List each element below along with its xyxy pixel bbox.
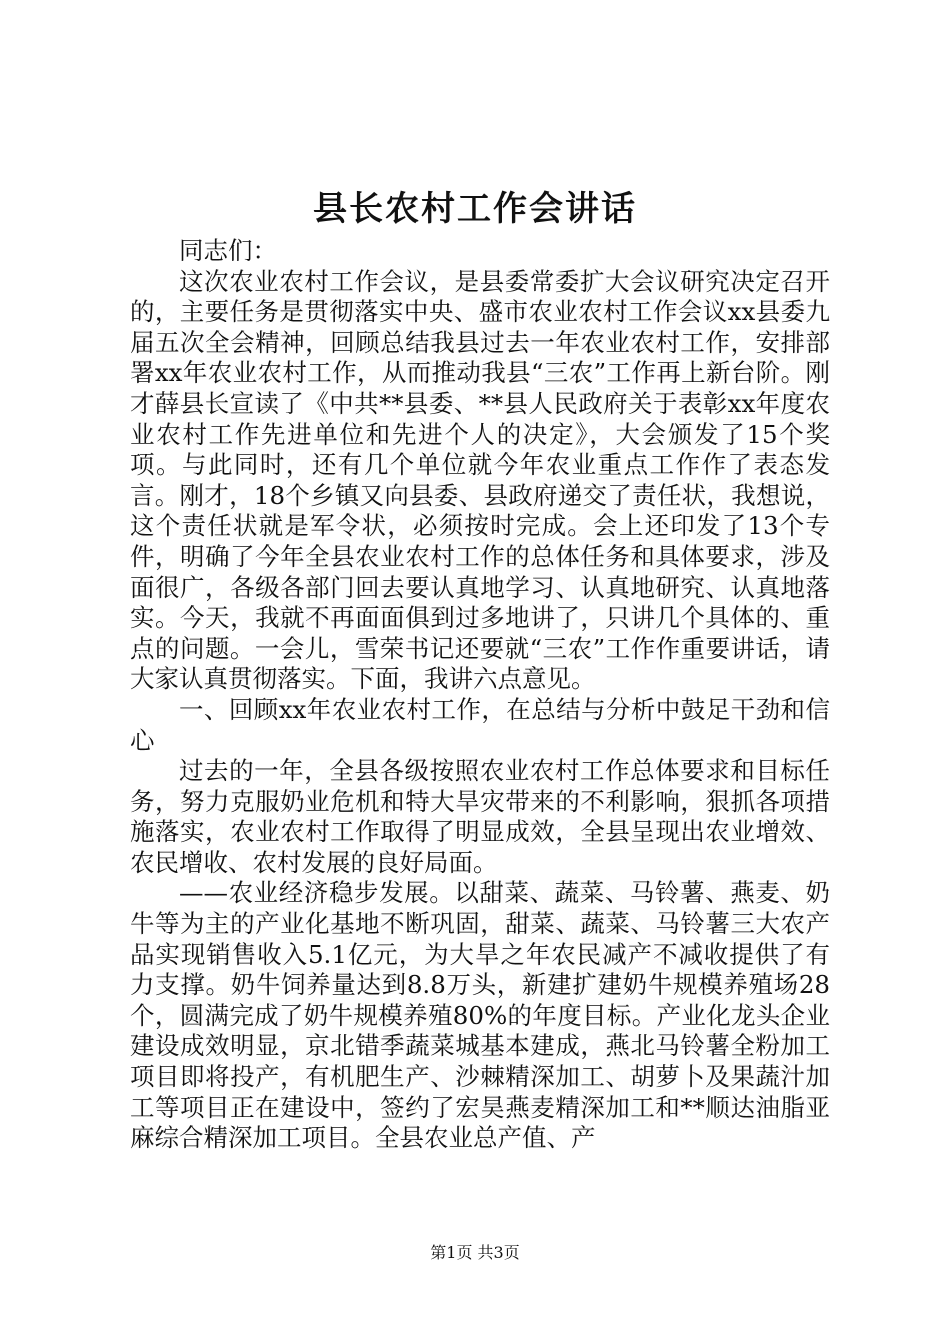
- body-paragraph: ——农业经济稳步发展。以甜菜、蔬菜、马铃薯、燕麦、奶牛等为主的产业化基地不断巩固，甜菜、蔬菜、马铃薯三大农产品实现销售收入5.1亿元，为大旱之年农民减产不减收提供了有力支撑。奶牛饲养量达到8.8万头，新建扩建奶牛规模养殖场28个，圆满完成了奶牛规模养殖80%的年度目标。产业化龙头企业建设成效明显，京北错季蔬菜城基本建成，燕北马铃薯全粉加工项目即将投产，有机肥生产、沙棘精深加工、胡萝卜及果蔬汁加工等项目正在建设中，签约了宏昊燕麦精深加工和**顺达油脂亚麻综合精深加工项目。全县农业总产值、产: [130, 878, 830, 1153]
- body-paragraph: 过去的一年，全县各级按照农业农村工作总体要求和目标任务，努力克服奶业危机和特大旱灾带来的不利影响，狠抓各项措施落实，农业农村工作取得了明显成效，全县呈现出农业增效、农民增收、农村发展的良好局面。: [130, 756, 830, 877]
- document-body: [130, 236, 830, 1154]
- section-heading: 一、回顾xx年农业农村工作，在总结与分析中鼓足干劲和信心: [130, 694, 830, 755]
- salutation-paragraph: 同志们：: [179, 236, 277, 265]
- body-paragraph: 这次农业农村工作会议，是县委常委扩大会议研究决定召开的，主要任务是贯彻落实中央、盛市农业农村工作会议xx县委九届五次全会精神，回顾总结我县过去一年农业农村工作，安排部署xx年农业农村工作，从而推动我县“三农”工作再上新台阶。刚才薛县长宣读了《中共**县委、**县人民政府关于表彰xx年度农业农村工作先进单位和先进个人的决定》，大会颁发了15个奖项。与此同时，还有几个单位就今年农业重点工作作了表态发言。刚才，18个乡镇又向县委、县政府递交了责任状，我想说，这个责任状就是军令状，必须按时完成。会上还印发了13个专件，明确了今年全县农业农村工作的总体任务和具体要求，涉及面很广，各级各部门回去要认真地学习、认真地研究、认真地落实。今天，我就不再面面俱到过多地讲了，只讲几个具体的、重点的问题。一会儿，雪荣书记还要就“三农”工作作重要讲话，请大家认真贯彻落实。下面，我讲六点意见。: [130, 266, 830, 694]
- document-title: 县长农村工作会讲话: [313, 189, 637, 229]
- page-footer: 第1页 共3页: [430, 1243, 520, 1262]
